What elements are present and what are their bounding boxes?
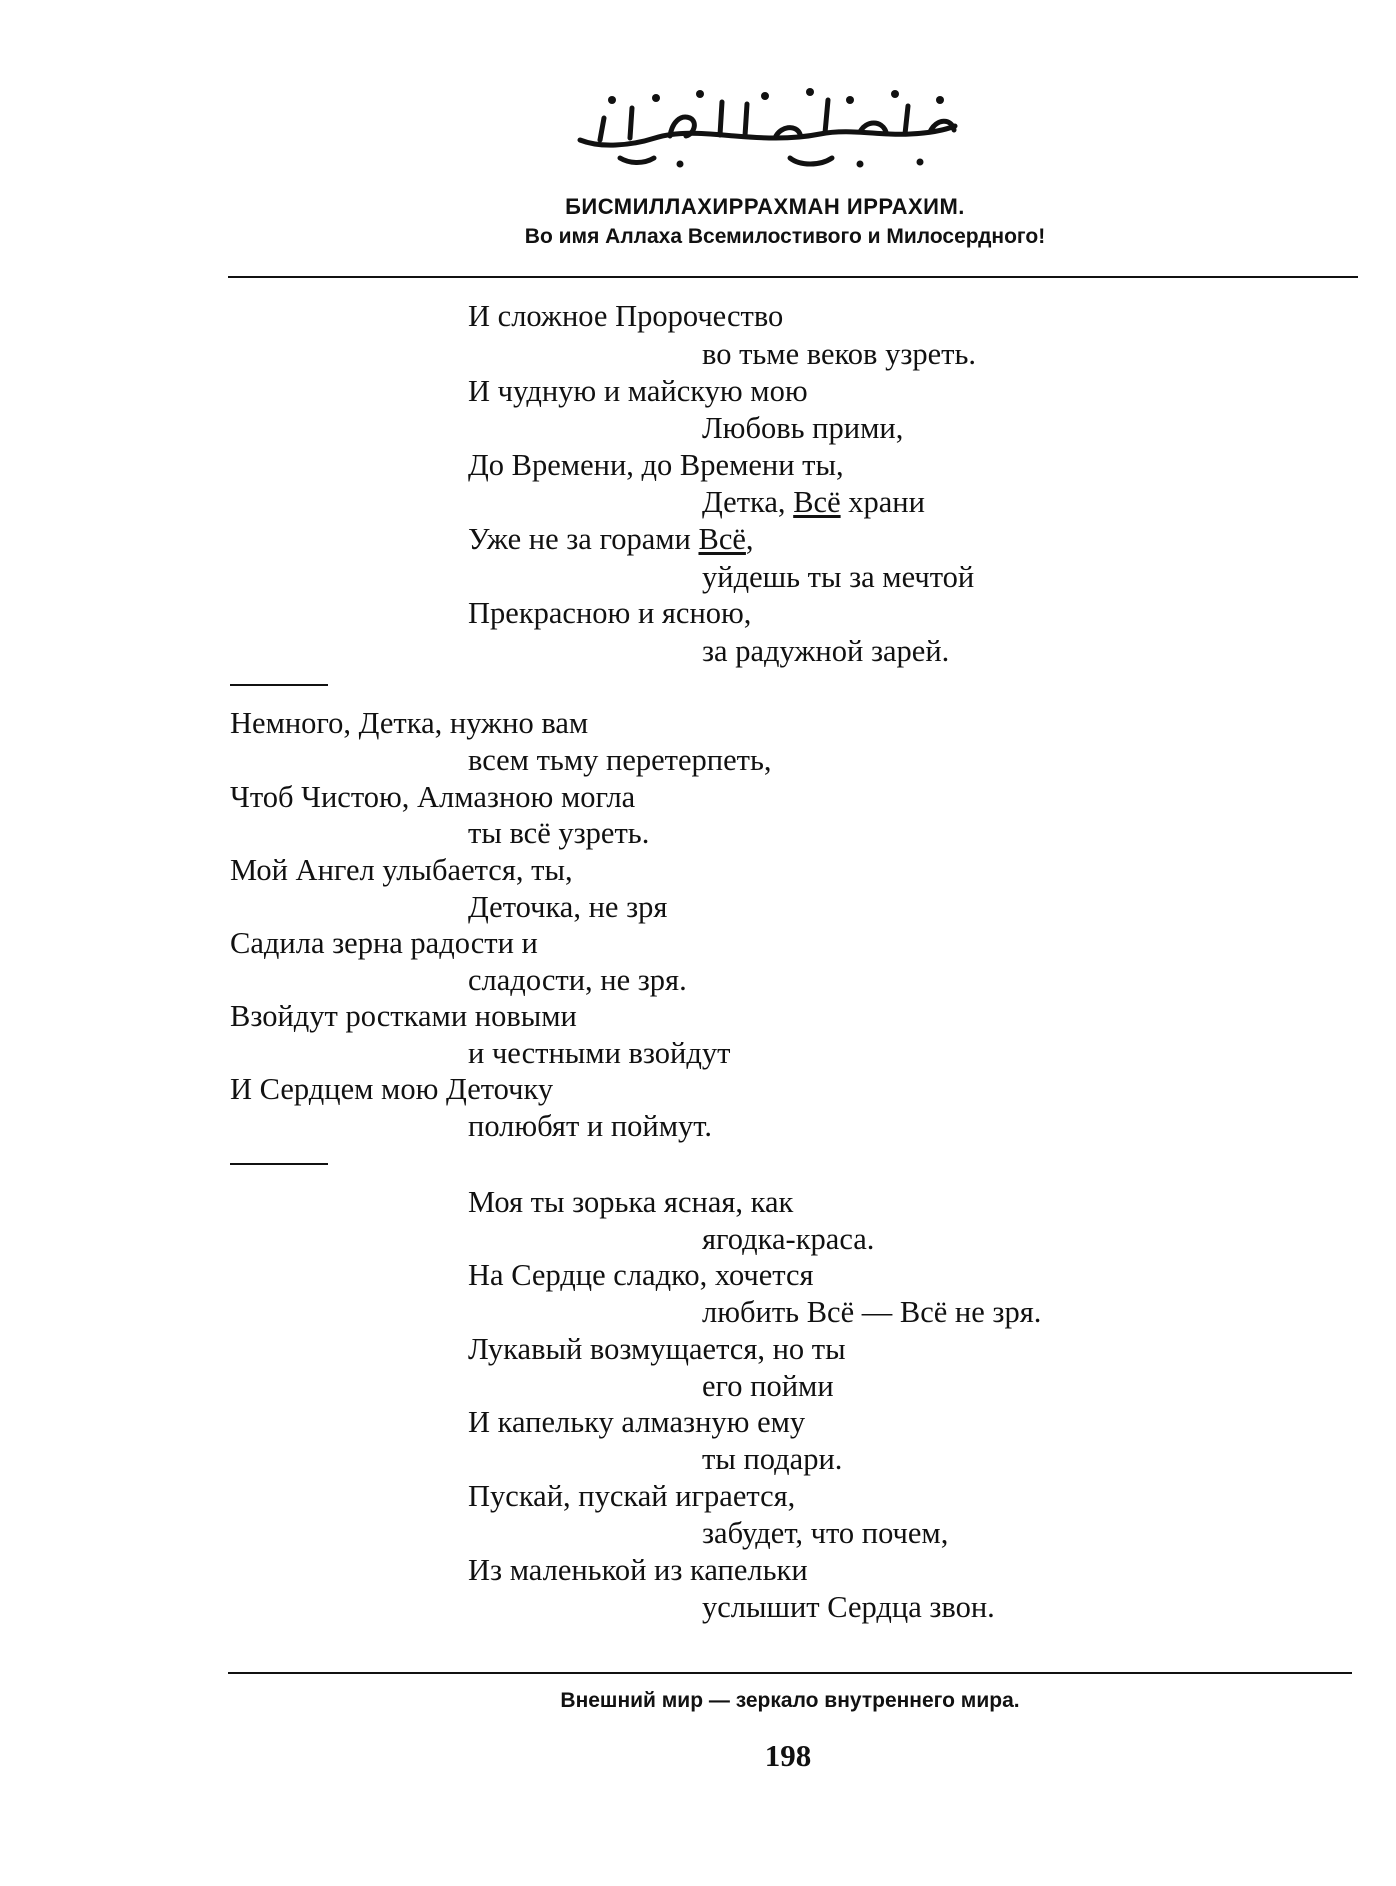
basmala-calligraphy — [560, 78, 970, 178]
poem-line: Любовь прими, — [702, 411, 904, 445]
line-part: Детка, — [702, 485, 794, 519]
poem-line: ты подари. — [702, 1442, 843, 1476]
poem-line: Чтоб Чистою, Алмазною могла — [230, 780, 636, 814]
poem-line: Прекрасною и ясною, — [468, 596, 752, 630]
poem-line: До Времени, до Времени ты, — [468, 448, 844, 482]
footer-caption: Внешний мир — зеркало внутреннего мира. — [560, 1689, 1020, 1712]
poem-line: Лукавый возмущается, но ты — [468, 1332, 846, 1366]
poem-line: Деточка, не зря — [468, 890, 668, 924]
top-divider — [228, 276, 1358, 278]
underlined-word: Всё — [793, 485, 841, 519]
poem-line: за радужной зарей. — [702, 634, 950, 668]
page-number: 198 — [764, 1738, 812, 1773]
poem-line: уйдешь ты за мечтой — [702, 560, 975, 594]
poem-line: Из маленькой из капельки — [468, 1553, 808, 1587]
poem-line: забудет, что почем, — [702, 1516, 949, 1550]
poem-line: И капельку алмазную ему — [468, 1405, 806, 1439]
poem-line: и честными взойдут — [468, 1036, 731, 1070]
poem-line: услышит Сердца звон. — [702, 1590, 995, 1624]
poem-line: всем тьму перетерпеть, — [468, 743, 772, 777]
poem-line: ты всё узреть. — [468, 816, 650, 850]
bottom-divider — [228, 1672, 1352, 1674]
poem-line: любить Всё — Всё не зря. — [702, 1295, 1042, 1329]
poem-line: ягодка-краса. — [702, 1222, 875, 1256]
poem-line — [468, 521, 754, 557]
poem-line: И чудную и майскую мою — [468, 374, 808, 408]
poem-line: сладости, не зря. — [468, 963, 687, 997]
poem-line: Взойдут ростками новыми — [230, 999, 577, 1033]
header-subtitle: Во имя Аллаха Всемилостивого и Милосердного! — [524, 225, 1046, 248]
line-part: Уже не за горами — [468, 522, 699, 556]
poem-line: И Сердцем мою Деточку — [230, 1072, 554, 1106]
header-title: БИСМИЛЛАХИРРАХМАН ИРРАХИМ. — [565, 194, 965, 219]
poem-line: во тьме веков узреть. — [702, 337, 977, 371]
poem-line: Мой Ангел улыбается, ты, — [230, 853, 573, 887]
poem-line: Немного, Детка, нужно вам — [230, 706, 589, 740]
poem-line: его пойми — [702, 1369, 834, 1403]
poem-line: полюбят и поймут. — [468, 1109, 712, 1143]
poem-line: На Сердце сладко, хочется — [468, 1258, 814, 1292]
line-part: , — [745, 522, 754, 556]
stanza-separator — [230, 1163, 328, 1165]
poem-line — [702, 484, 925, 520]
line-part: храни — [840, 485, 925, 519]
poem-line: Пускай, пускай играется, — [468, 1479, 796, 1513]
underlined-word: Всё — [698, 522, 746, 556]
poem-line: И сложное Пророчество — [468, 299, 784, 333]
stanza-separator — [230, 684, 328, 686]
poem-line: Моя ты зорька ясная, как — [468, 1185, 794, 1219]
poem-line: Садила зерна радости и — [230, 926, 538, 960]
